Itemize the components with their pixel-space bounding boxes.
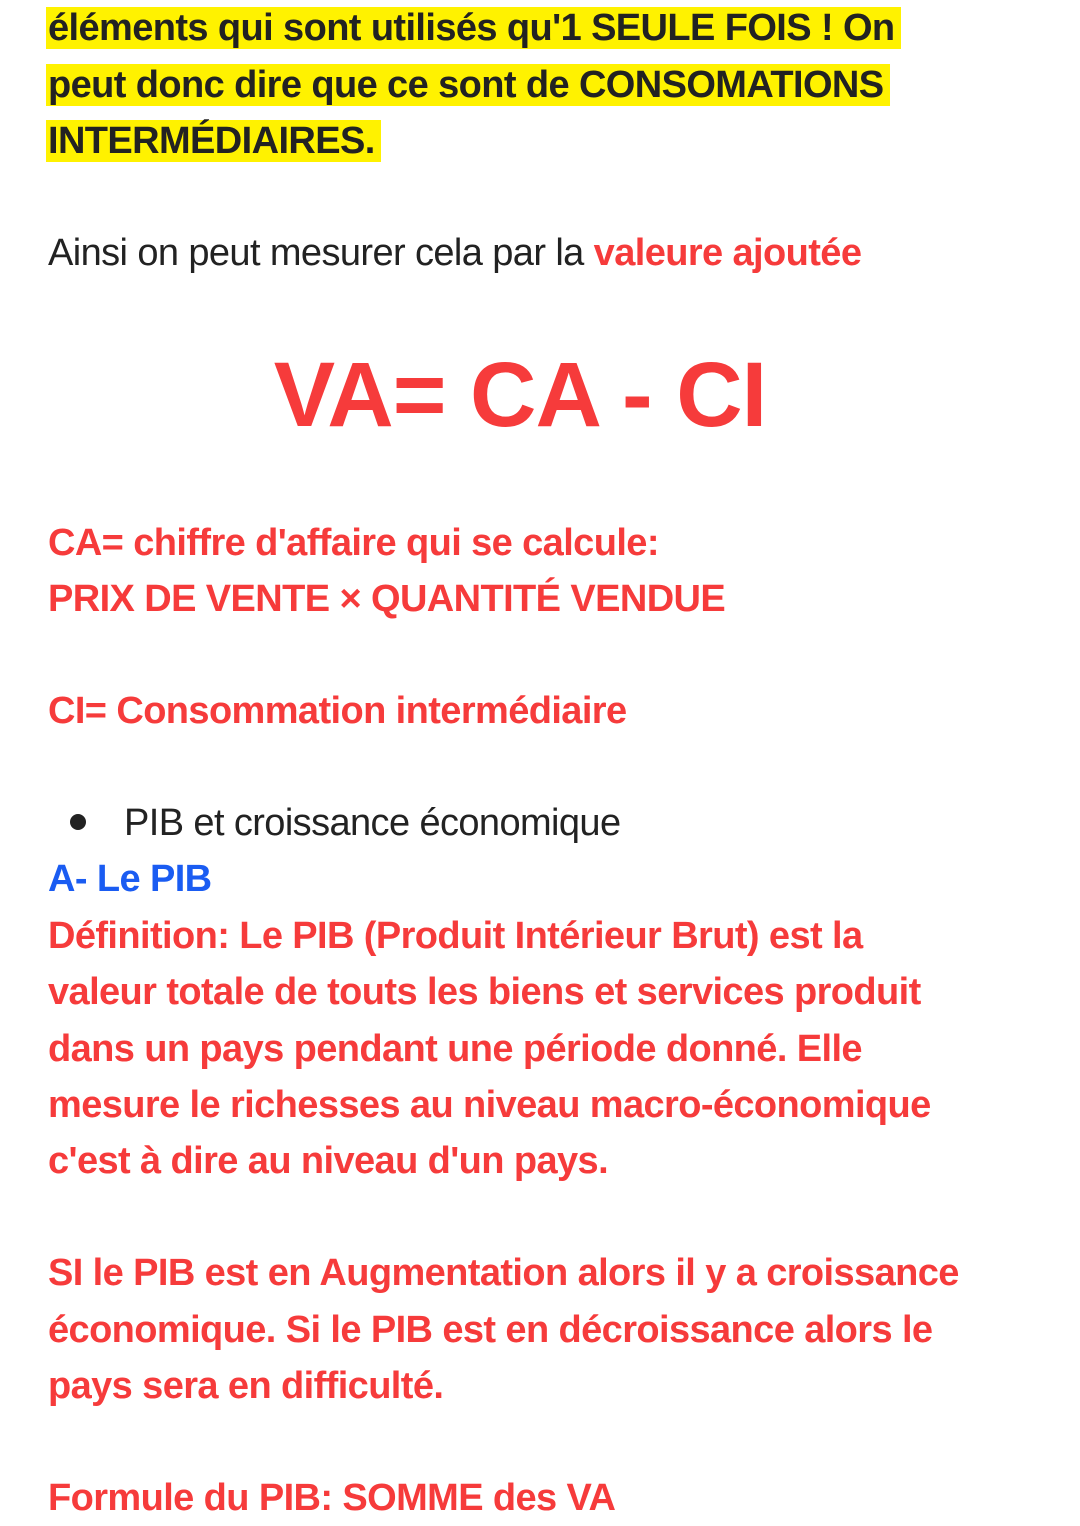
- intro-emphasis: valeure ajoutée: [593, 232, 862, 274]
- bullet-item-pib-croissance: [48, 795, 620, 851]
- bullet-title: PIB et croissance économique: [124, 802, 621, 844]
- highlighted-text-line-2: [48, 57, 890, 113]
- highlight-span: peut donc dire que ce sont de CONSOMATIONS: [46, 64, 890, 106]
- highlighted-text-line-3: [48, 113, 381, 169]
- growth-line-1: SI le PIB est en Augmentation alors il y a croissance: [48, 1252, 959, 1294]
- intro-prefix: Ainsi on peut mesurer cela par la: [48, 232, 594, 274]
- growth-line-2: économique. Si le PIB est en décroissance alors le: [48, 1309, 933, 1351]
- ci-definition: CI= Consommation intermédiaire: [48, 690, 627, 732]
- ca-definition-line-1: CA= chiffre d'affaire qui se calcule:: [48, 522, 659, 564]
- highlight-span: éléments qui sont utilisés qu'1 SEULE FOIS ! On: [46, 7, 901, 49]
- pib-definition-line-2: valeur totale de touts les biens et services produit: [48, 971, 921, 1013]
- pib-formula-line: Formule du PIB: SOMME des VA: [48, 1477, 616, 1519]
- pib-definition-line-4: mesure le richesses au niveau macro-économique: [48, 1084, 931, 1126]
- pib-definition-line-5: c'est à dire au niveau d'un pays.: [48, 1140, 609, 1182]
- subheading-le-pib: A- Le PIB: [48, 858, 212, 900]
- growth-line-3: pays sera en difficulté.: [48, 1365, 444, 1407]
- highlighted-text-line-1: [48, 0, 901, 56]
- pib-definition-line-3: dans un pays pendant une période donné. Elle: [48, 1028, 862, 1070]
- bullet-icon: [70, 814, 86, 830]
- intro-sentence: [48, 225, 861, 281]
- va-formula: VA= CA - CI: [273, 344, 767, 446]
- pib-definition-line-1: Définition: Le PIB (Produit Intérieur Brut) est la: [48, 915, 863, 957]
- ca-definition-line-2: PRIX DE VENTE × QUANTITÉ VENDUE: [48, 578, 726, 620]
- highlight-span: INTERMÉDIAIRES.: [46, 120, 381, 162]
